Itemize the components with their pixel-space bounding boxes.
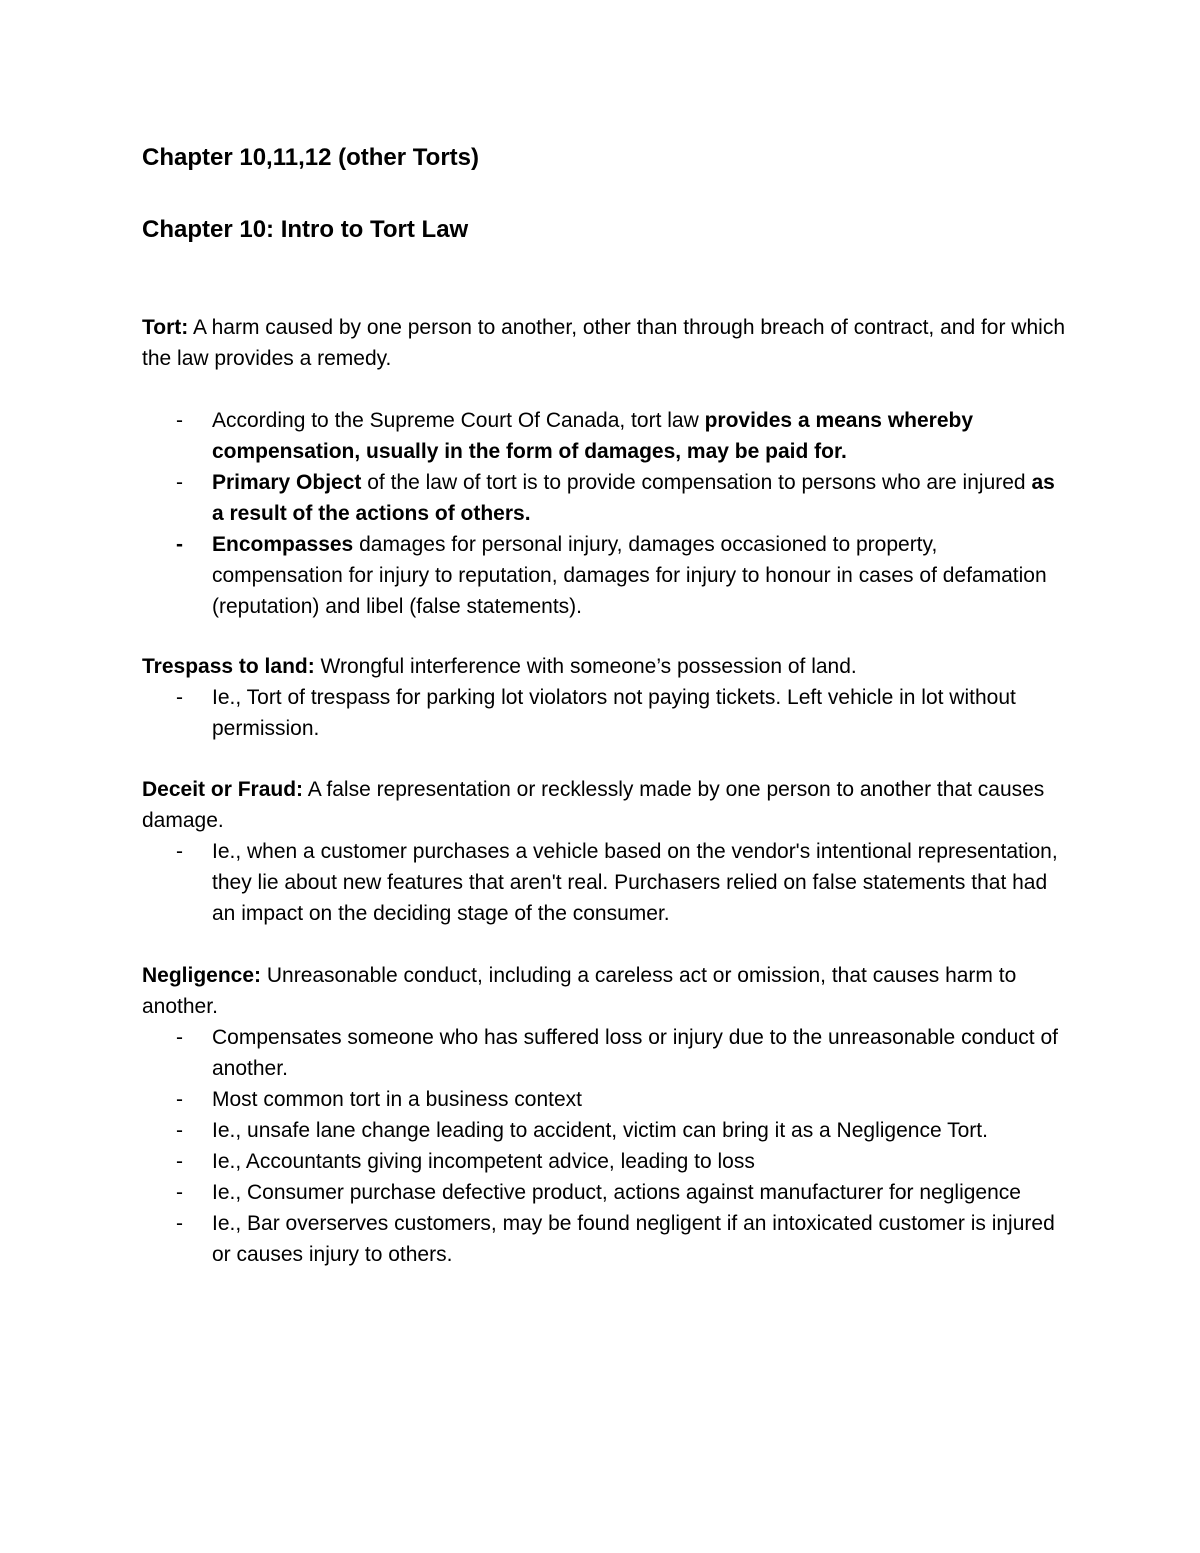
list-item	[142, 1177, 1072, 1208]
list-item-text: Ie., Tort of trespass for parking lot violators not paying tickets. Left vehicle in lot without permission.	[212, 686, 1016, 740]
negligence-term: Negligence:	[142, 964, 262, 987]
deceit-bullet-list	[142, 836, 1072, 929]
list-item-text: According to the Supreme Court Of Canada, tort law	[212, 409, 705, 432]
list-item	[142, 1115, 1072, 1146]
list-item-text: Ie., unsafe lane change leading to accident, victim can bring it as a Negligence Tort.	[212, 1119, 988, 1142]
bullet-marker: -	[176, 409, 183, 432]
list-item-bold: as a result of the actions of others.	[212, 471, 1055, 525]
list-item	[142, 529, 1072, 622]
bullet-marker: -	[176, 533, 183, 556]
bullet-marker: -	[176, 1150, 183, 1173]
negligence-bullet-list	[142, 1022, 1072, 1270]
list-item-bold: provides a means whereby compensation, usually in the form of damages, may be paid for.	[212, 409, 974, 463]
list-item	[142, 1208, 1072, 1270]
document-title: Chapter 10,11,12 (other Torts)	[142, 144, 479, 171]
list-item	[142, 1146, 1072, 1177]
trespass-bullet-list	[142, 682, 1072, 744]
deceit-definition	[142, 774, 1072, 836]
list-item	[142, 405, 1072, 467]
list-item	[142, 1084, 1072, 1115]
list-item-text: Compensates someone who has suffered loss or injury due to the unreasonable conduct of another.	[212, 1026, 1058, 1080]
bullet-marker: -	[176, 1181, 183, 1204]
bullet-marker: -	[176, 840, 183, 863]
list-item-text: of the law of tort is to provide compensation to persons who are injured	[361, 471, 1032, 494]
bullet-marker: -	[176, 1026, 183, 1049]
list-item	[142, 836, 1072, 929]
negligence-definition-text: Unreasonable conduct, including a careless act or omission, that causes harm to another.	[142, 964, 1017, 1018]
trespass-term: Trespass to land:	[142, 655, 315, 678]
tort-definition-text: A harm caused by one person to another, other than through breach of contract, and for which the law provides a remedy.	[142, 316, 1065, 370]
bullet-marker: -	[176, 1119, 183, 1142]
tort-term: Tort:	[142, 316, 189, 339]
bullet-marker: -	[176, 686, 183, 709]
trespass-definition-text: Wrongful interference with someone’s possession of land.	[314, 655, 857, 678]
bullet-marker: -	[176, 1212, 183, 1235]
list-item-text: Ie., Consumer purchase defective product, actions against manufacturer for negligence	[212, 1181, 1021, 1204]
list-item-text: Ie., Bar overserves customers, may be found negligent if an intoxicated customer is injured or causes injury to others.	[212, 1212, 1055, 1266]
list-item-text: Most common tort in a business context	[212, 1088, 582, 1111]
deceit-term: Deceit or Fraud:	[142, 778, 304, 801]
bullet-marker: -	[176, 1088, 183, 1111]
list-item-text: Ie., Accountants giving incompetent advice, leading to loss	[212, 1150, 755, 1173]
bullet-marker: -	[176, 471, 183, 494]
list-item-bold: Primary Object	[212, 471, 362, 494]
document-page	[142, 138, 1072, 1270]
negligence-definition	[142, 960, 1072, 1022]
list-item-bold: Encompasses	[212, 533, 354, 556]
deceit-definition-text: A false representation or recklessly made by one person to another that causes damage.	[142, 778, 1045, 832]
list-item	[142, 1022, 1072, 1084]
list-item-text: Ie., when a customer purchases a vehicle based on the vendor's intentional representation, they lie about new features that aren't real. Purchasers relied on false statements that had an impact on the deciding stage of the consumer.	[212, 840, 1058, 925]
tort-definition	[142, 312, 1072, 374]
list-item-text: damages for personal injury, damages occasioned to property, compensation for injury to reputation, damages for injury to honour in cases of defamation (reputation) and libel (false statements).	[212, 533, 1047, 618]
list-item	[142, 467, 1072, 529]
list-item	[142, 682, 1072, 744]
trespass-definition	[142, 651, 1072, 682]
tort-bullet-list	[142, 405, 1072, 622]
chapter-heading: Chapter 10: Intro to Tort Law	[142, 216, 469, 243]
